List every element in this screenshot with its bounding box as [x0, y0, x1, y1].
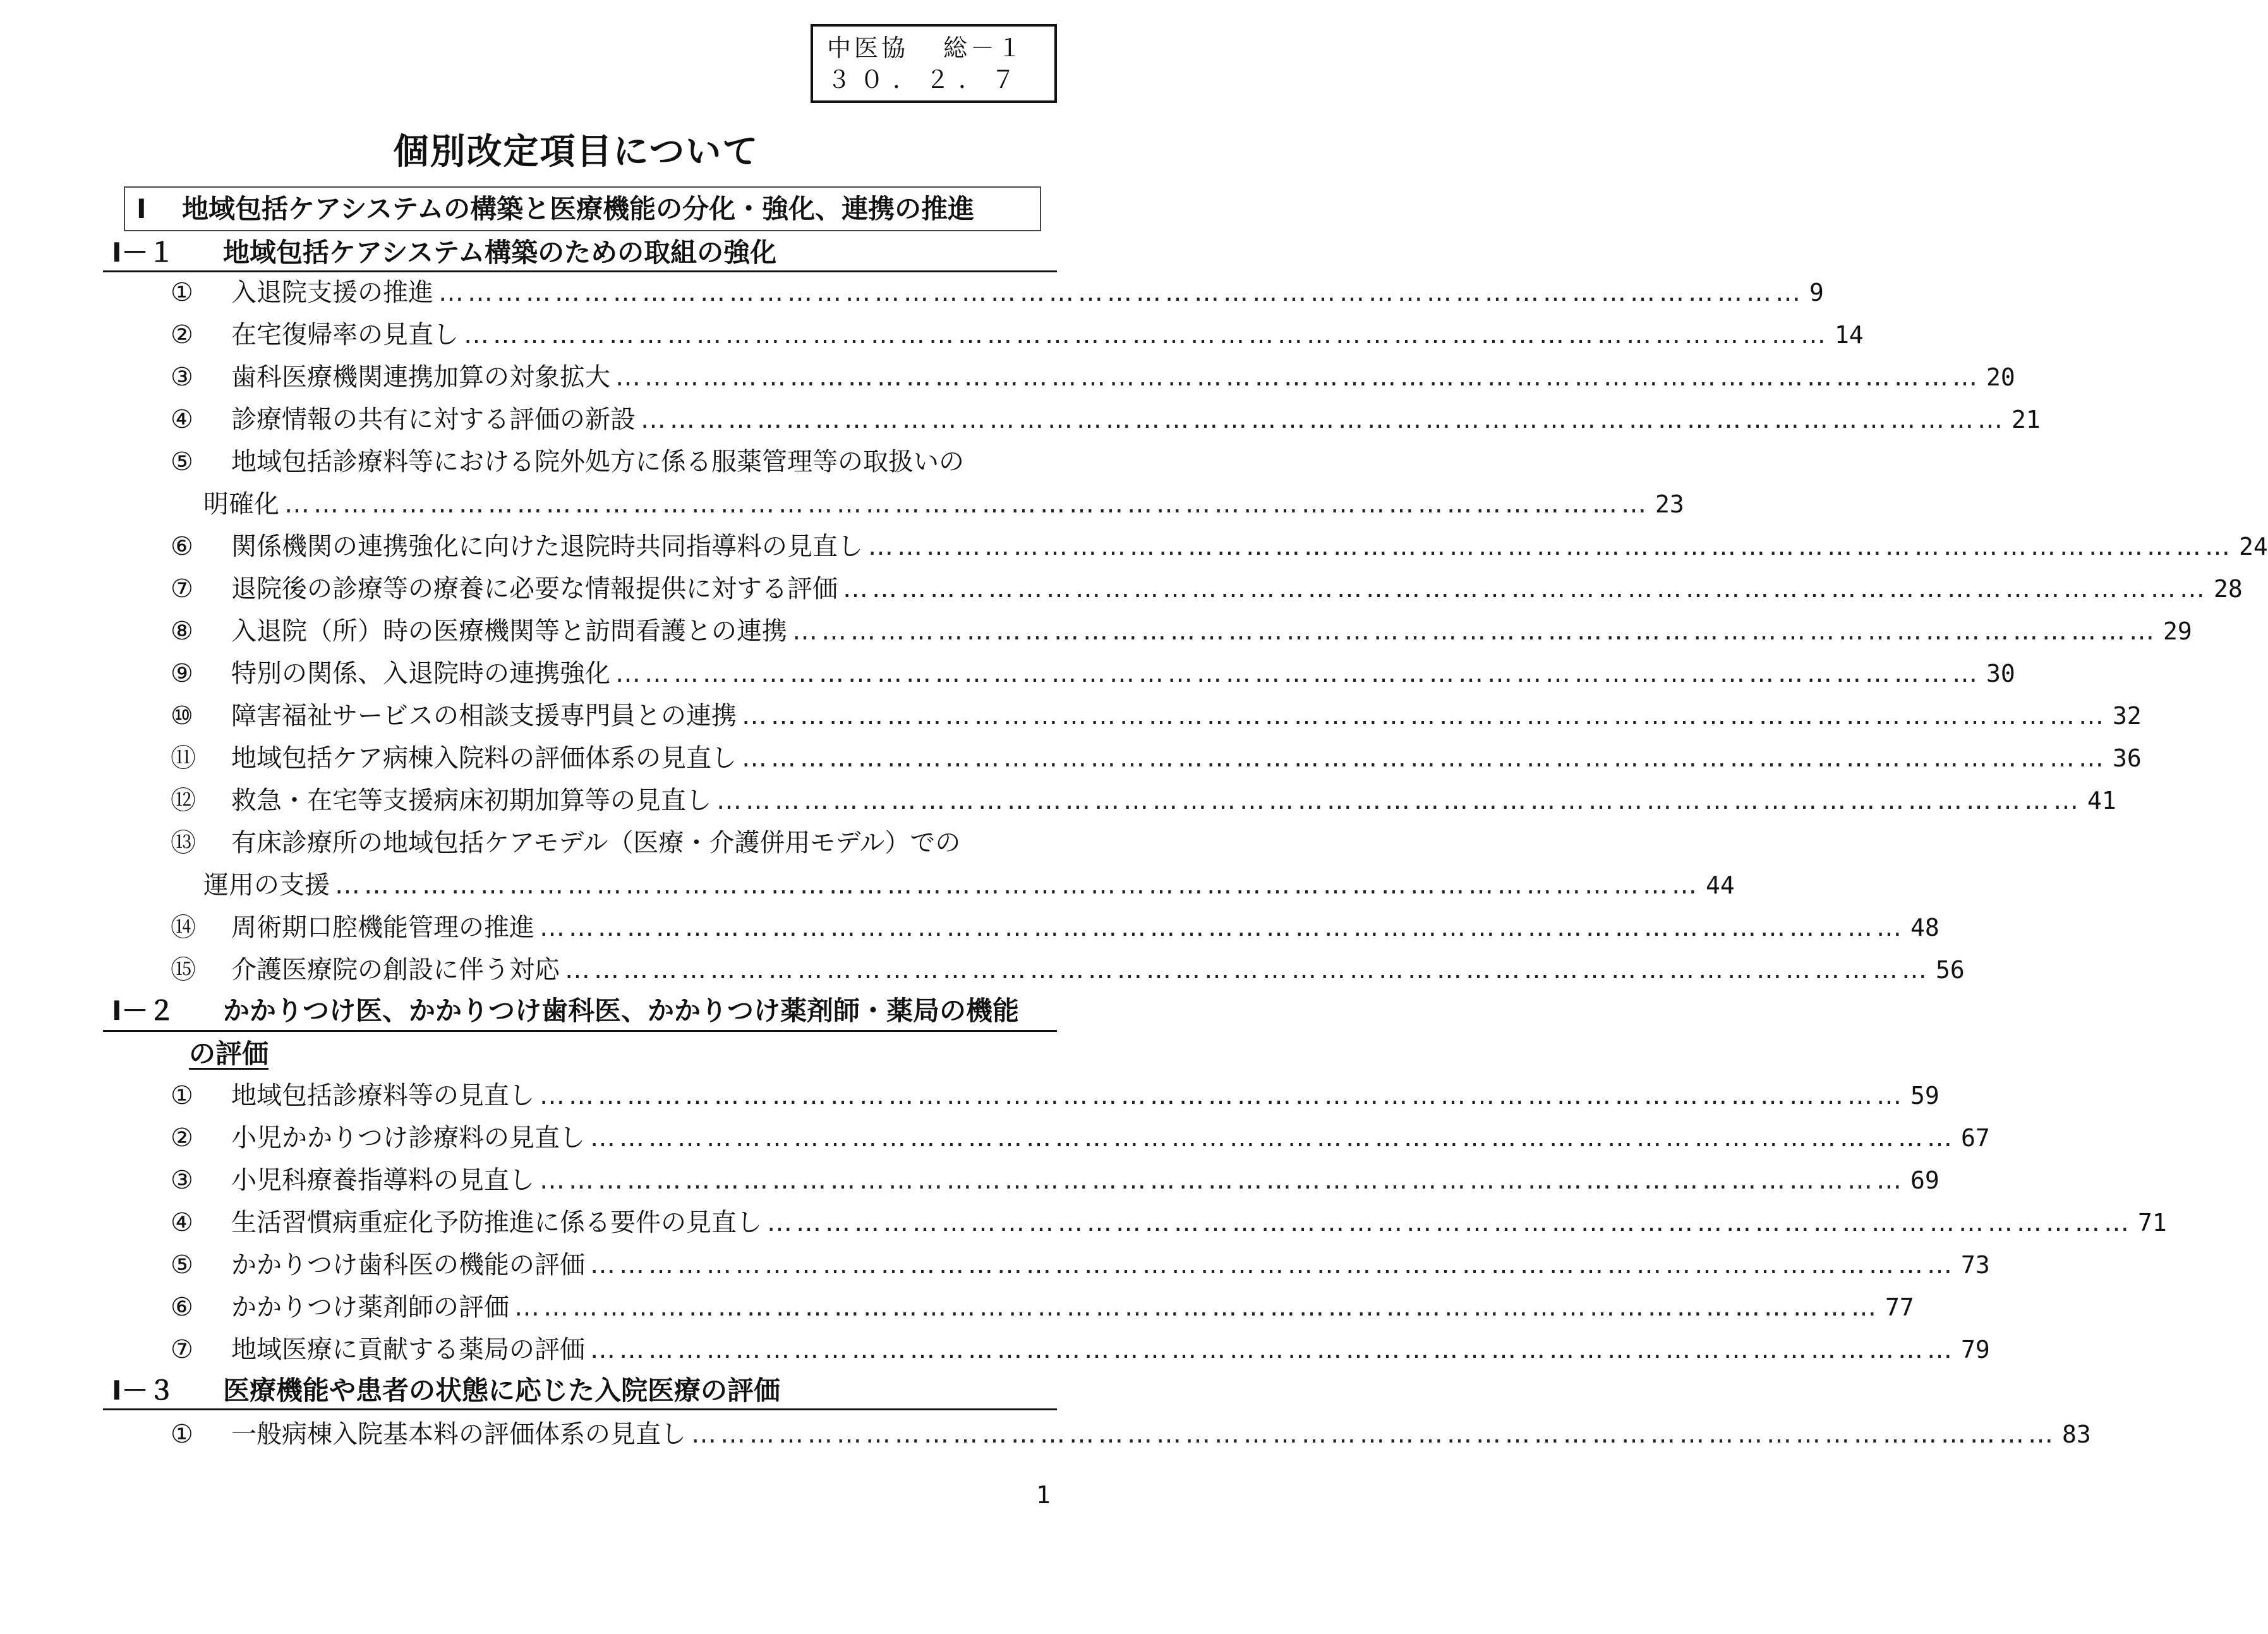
subsection-number: Ⅰ－３	[112, 1375, 175, 1406]
item-page: 69	[1910, 1166, 1939, 1194]
dot-leader: ……………………………………………………………………………………………………………………………	[540, 913, 1905, 942]
item-marker: ③	[171, 363, 193, 392]
item-page: 21	[2012, 406, 2041, 433]
toc-item[interactable]	[171, 1331, 1990, 1369]
item-marker: ①	[171, 278, 193, 307]
toc-item[interactable]	[171, 951, 1965, 989]
subsection-label: 地域包括ケアシステム構築のための取組の強化	[223, 237, 777, 268]
dot-leader: ……………………………………………………………………………………………………………………………	[742, 744, 2108, 773]
dot-leader: ……………………………………………………………………………………………………………………………	[590, 1335, 1956, 1364]
subsection-label-continuation: の評価	[189, 1038, 269, 1069]
item-page: 32	[2113, 702, 2142, 730]
stamp-line-1	[827, 32, 1054, 64]
dot-leader: ……………………………………………………………………………………………………………………………	[540, 1166, 1905, 1195]
document-stamp	[811, 24, 1057, 103]
item-label: 退院後の診療等の療養に必要な情報提供に対する評価	[231, 574, 838, 603]
subsection-number: Ⅰ－１	[112, 237, 175, 268]
toc-item[interactable]	[171, 612, 2192, 650]
item-label-continuation: 運用の支援	[203, 871, 330, 900]
item-label: 入退院支援の推進	[231, 278, 433, 307]
subsection-underline	[103, 1030, 1057, 1032]
subsection-label: 医療機能や患者の状態に応じた入院医療の評価	[223, 1375, 781, 1406]
item-label: 救急・在宅等支援病床初期加算等の見直し	[231, 786, 711, 815]
item-label: 介護医療院の創設に伴う対応	[231, 955, 560, 984]
item-page: 71	[2138, 1209, 2167, 1237]
item-marker: ⑬	[171, 828, 196, 857]
item-label: 地域包括診療料等の見直し	[231, 1081, 534, 1110]
stamp-doc-id: 総－１	[943, 34, 1025, 62]
subsection-heading	[103, 235, 1057, 272]
dot-leader: ……………………………………………………………………………………………………………………………	[284, 490, 1650, 519]
page-number: 1	[1036, 1481, 1051, 1509]
item-page: 59	[1910, 1082, 1939, 1110]
dot-leader: ……………………………………………………………………………………………………………………………	[438, 278, 1804, 307]
item-marker: ⑨	[171, 659, 193, 688]
item-label: 小児科療養指導料の見直し	[231, 1166, 534, 1195]
dot-leader: ……………………………………………………………………………………………………………………………	[565, 955, 1931, 984]
item-page: 23	[1655, 490, 1684, 518]
item-label: 関係機関の連携強化に向けた退院時共同指導料の見直し	[231, 532, 863, 561]
dot-leader: ……………………………………………………………………………………………………………………………	[514, 1293, 1880, 1322]
toc-item[interactable]	[171, 316, 1864, 354]
subsection-heading	[103, 1373, 1057, 1410]
item-label: 特別の関係、入退院時の連携強化	[231, 659, 610, 688]
dot-leader: ……………………………………………………………………………………………………………………………	[335, 871, 1701, 900]
item-label: 一般病棟入院基本料の評価体系の見直し	[231, 1420, 686, 1449]
dot-leader: ……………………………………………………………………………………………………………………………	[615, 659, 1981, 688]
toc-item[interactable]	[171, 1077, 1939, 1115]
dot-leader: ……………………………………………………………………………………………………………………………	[615, 363, 1981, 392]
toc-item[interactable]	[171, 358, 2015, 396]
dot-leader: ……………………………………………………………………………………………………………………………	[868, 532, 2234, 561]
dot-leader: ……………………………………………………………………………………………………………………………	[767, 1208, 2133, 1237]
item-page: 28	[2214, 575, 2243, 603]
toc-item-continuation[interactable]	[203, 485, 1684, 523]
item-page: 9	[1809, 279, 1824, 306]
item-marker: ②	[171, 320, 193, 349]
item-marker: ⑦	[171, 574, 193, 603]
item-label: 歯科医療機関連携加算の対象拡大	[231, 363, 610, 392]
dot-leader: ……………………………………………………………………………………………………………………………	[590, 1123, 1956, 1153]
section-label: 地域包括ケアシステムの構築と医療機能の分化・強化、連携の推進	[182, 193, 975, 224]
dot-leader: ……………………………………………………………………………………………………………………………	[843, 574, 2209, 603]
toc-item[interactable]	[171, 697, 2142, 735]
toc-item[interactable]	[171, 1119, 1990, 1157]
dot-leader: ……………………………………………………………………………………………………………………………	[742, 701, 2108, 730]
toc-item[interactable]	[171, 909, 1939, 947]
dot-leader: ……………………………………………………………………………………………………………………………	[540, 1081, 1905, 1110]
toc-item[interactable]	[171, 401, 2041, 439]
item-page: 24	[2239, 533, 2268, 560]
item-page: 44	[1706, 871, 1735, 899]
item-label: 生活習慣病重症化予防推進に係る要件の見直し	[231, 1208, 762, 1237]
item-label: 周術期口腔機能管理の推進	[231, 913, 534, 942]
item-label: 在宅復帰率の見直し	[231, 320, 459, 349]
item-marker: ①	[171, 1420, 193, 1449]
stamp-date: ３０．２．７	[827, 66, 1025, 94]
item-marker: ⑫	[171, 786, 196, 815]
toc-item[interactable]	[171, 570, 2243, 608]
toc-item[interactable]	[171, 1161, 1939, 1199]
toc-item[interactable]	[171, 824, 1050, 862]
item-label: 地域医療に貢献する薬局の評価	[231, 1335, 585, 1364]
item-label: かかりつけ薬剤師の評価	[231, 1293, 509, 1322]
item-label: 小児かかりつけ診療料の見直し	[231, 1123, 585, 1153]
toc-item-continuation[interactable]	[203, 866, 1735, 904]
item-page: 67	[1961, 1124, 1990, 1152]
item-label: かかりつけ歯科医の機能の評価	[231, 1250, 585, 1280]
item-label: 入退院（所）時の医療機関等と訪問看護との連携	[231, 617, 787, 646]
toc-item[interactable]	[171, 443, 1050, 481]
stamp-council: 中医協	[827, 34, 909, 62]
toc-item[interactable]	[171, 655, 2015, 693]
toc-item[interactable]	[171, 1246, 1990, 1284]
toc-item[interactable]	[171, 274, 1824, 312]
item-page: 77	[1885, 1293, 1914, 1321]
toc-item[interactable]	[171, 1288, 1914, 1326]
toc-item[interactable]	[171, 739, 2142, 777]
dot-leader: ……………………………………………………………………………………………………………………………	[691, 1420, 2057, 1449]
dot-leader: ……………………………………………………………………………………………………………………………	[716, 786, 2082, 815]
item-page: 73	[1961, 1251, 1990, 1279]
item-marker: ④	[171, 405, 193, 434]
item-marker: ⑤	[171, 1250, 193, 1280]
item-marker: ⑧	[171, 617, 193, 646]
item-page: 29	[2163, 617, 2192, 645]
item-label-continuation: 明確化	[203, 490, 279, 519]
item-page: 14	[1835, 321, 1864, 349]
dot-leader: ……………………………………………………………………………………………………………………………	[590, 1250, 1956, 1280]
item-page: 36	[2113, 744, 2142, 772]
subsection-number: Ⅰ－２	[112, 995, 175, 1026]
subsection-heading-continuation	[103, 1036, 1057, 1072]
item-marker: ②	[171, 1123, 193, 1153]
item-marker: ⑦	[171, 1335, 193, 1364]
item-marker: ⑮	[171, 955, 196, 984]
toc-item[interactable]	[171, 528, 2268, 566]
subsection-label: かかりつけ医、かかりつけ歯科医、かかりつけ薬剤師・薬局の機能	[223, 995, 1020, 1026]
section-heading	[124, 186, 1041, 231]
item-label: 地域包括ケア病棟入院料の評価体系の見直し	[231, 744, 737, 773]
item-page: 56	[1936, 956, 1965, 984]
item-page: 79	[1961, 1336, 1990, 1364]
item-label: 有床診療所の地域包括ケアモデル（医療・介護併用モデル）での	[231, 828, 961, 857]
page-title: 個別改定項目について	[393, 131, 759, 172]
section-number: Ⅰ	[136, 193, 147, 224]
dot-leader: ……………………………………………………………………………………………………………………………	[641, 405, 2006, 434]
item-label: 障害福祉サービスの相談支援専門員との連携	[231, 701, 737, 730]
item-marker: ⑭	[171, 913, 196, 942]
item-marker: ①	[171, 1081, 193, 1110]
item-page: 20	[1986, 363, 2015, 391]
item-page: 30	[1986, 660, 2015, 687]
subsection-heading	[103, 993, 1057, 1029]
item-page: 41	[2087, 787, 2116, 814]
item-label: 地域包括診療料等における院外処方に係る服薬管理等の取扱いの	[231, 447, 964, 476]
dot-leader: ……………………………………………………………………………………………………………………………	[792, 617, 2158, 646]
item-marker: ⑥	[171, 1293, 193, 1322]
item-marker: ③	[171, 1166, 193, 1195]
item-page: 48	[1910, 914, 1939, 941]
item-marker: ⑥	[171, 532, 193, 561]
dot-leader: ……………………………………………………………………………………………………………………………	[464, 320, 1830, 349]
item-marker: ④	[171, 1208, 193, 1237]
toc-item[interactable]	[171, 1415, 2091, 1453]
item-marker: ⑩	[171, 701, 193, 730]
item-marker: ⑤	[171, 447, 193, 476]
item-marker: ⑪	[171, 744, 196, 773]
toc-item[interactable]	[171, 1204, 2167, 1242]
toc-item[interactable]	[171, 782, 2116, 820]
item-page: 83	[2062, 1420, 2091, 1448]
item-label: 診療情報の共有に対する評価の新設	[231, 405, 636, 434]
